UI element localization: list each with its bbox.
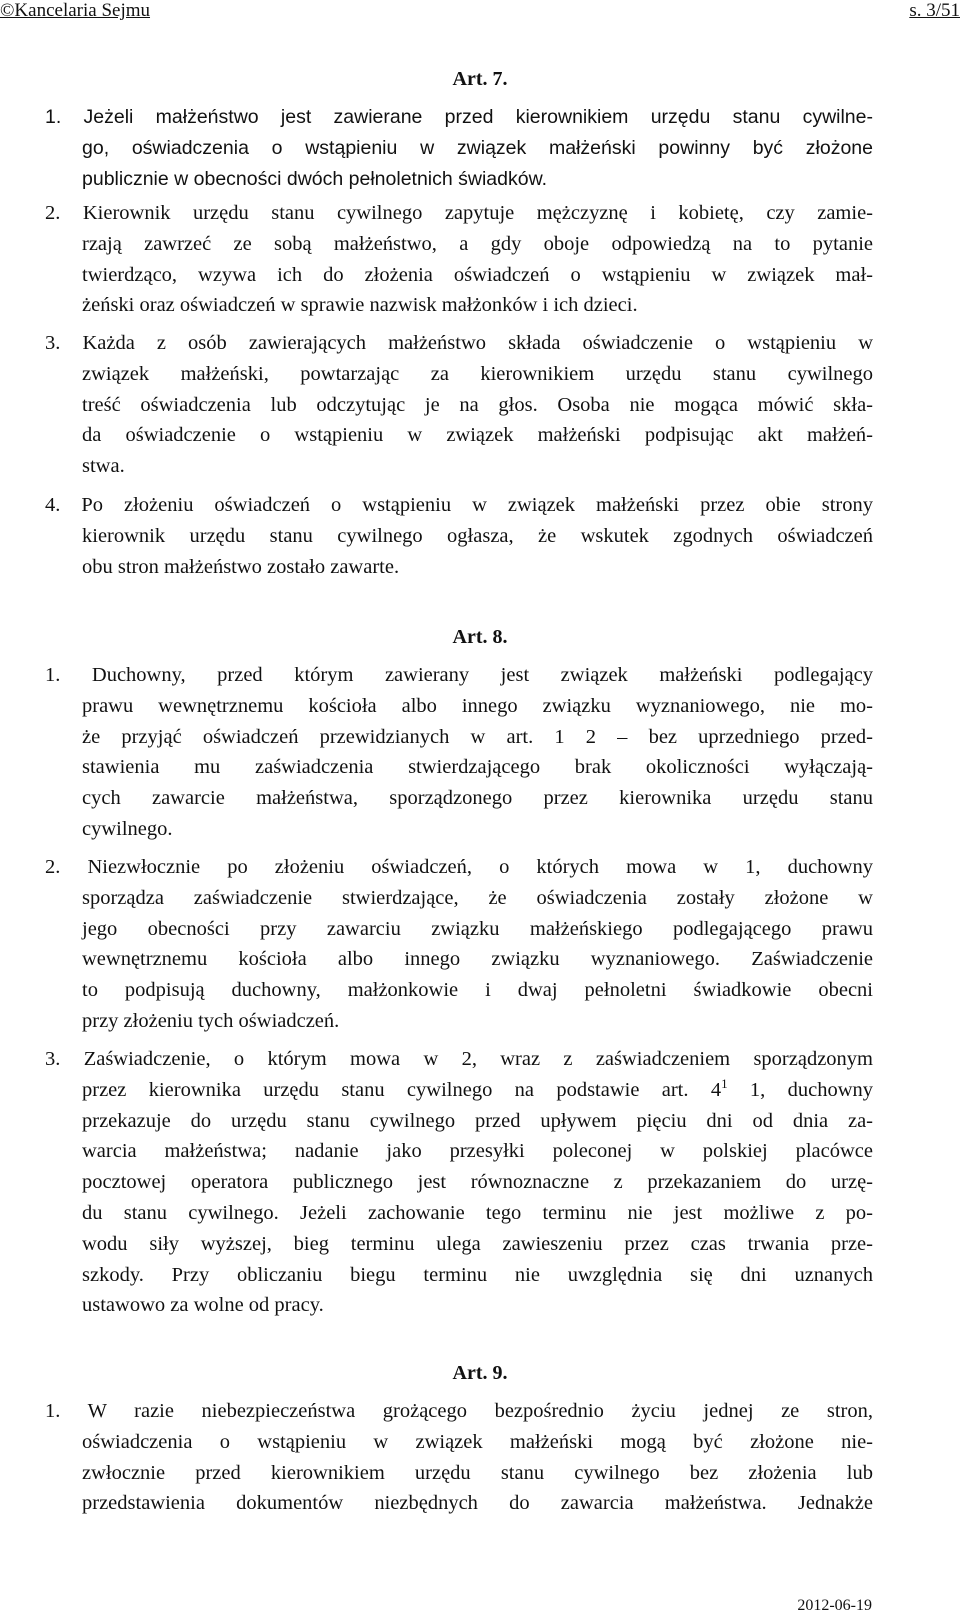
text-line: 3. Każda z osób zawierających małżeństwo składa oświadczenie o wstąpieniu w [45,332,873,354]
text-line: 1. W razie niebezpieczeństwa grożącego bezpośrednio życiu jednej ze stron, [45,1400,873,1422]
text-line: go, oświadczenia o wstąpieniu w związek małżeński powinny być złożone [82,136,873,159]
text-line: 2. Kierownik urzędu stanu cywilnego zapytuje mężczyznę i kobietę, czy zamie- [45,202,873,224]
text-line: ustawowo za wolne od pracy. [82,1294,324,1317]
text-line: wodu siły wyższej, bieg terminu ulega zawieszeniu przez czas trwania prze- [82,1232,873,1255]
text-line: publicznie w obecności dwóch pełnoletnich świadków. [82,167,548,190]
document-date: 2012-06-19 [797,1597,872,1614]
article-title-8: Art. 8. [452,626,508,648]
text-fragment: przez kierownika urzędu stanu cywilnego na podstawie art. 4 [82,1078,722,1101]
text-line: że przyjąć oświadczeń przewidzianych w art. 1 2 – bez uprzedniego przed- [82,725,873,748]
article-title-7: Art. 7. [452,68,508,90]
text-line: kierownik urzędu stanu cywilnego ogłasza, że wskutek zgodnych oświadczeń [82,524,873,547]
text-line: cywilnego. [82,817,173,840]
text-fragment: 1, duchowny [727,1078,874,1101]
art8-paragraph-3 [45,1044,873,1321]
text-line: 1. Duchowny, przed którym zawierany jest związek małżeński podlegający [45,664,873,686]
text-line: oświadczenia o wstąpieniu w związek małżeński mogą być złożone nie- [82,1430,873,1453]
text-line: 4. Po złożeniu oświadczeń o wstąpieniu w związek małżeński przez obie strony [45,494,873,516]
text-line [45,1075,873,1106]
text-line: szkody. Przy obliczaniu biegu terminu nie uwzględnia się dni uznanych [82,1263,873,1286]
text-line: prawu wewnętrznemu kościoła albo innego związku wyznaniowego, nie mo- [82,694,873,717]
text-line: związek małżeński, powtarzając za kierownikiem urzędu stanu cywilnego [82,362,873,385]
text-line: 1. Jeżeli małżeństwo jest zawierane przed kierownikiem urzędu stanu cywilne- [45,106,873,128]
art7-paragraph-1 [45,102,873,194]
page-header [0,0,960,22]
text-line: przekazuje do urzędu stanu cywilnego przed upływem pięciu dni od dnia za- [82,1109,873,1132]
text-line: pocztowej operatora publicznego jest równoznaczne z przekazaniem do urzę- [82,1171,873,1194]
text-line: warcia małżeństwa; nadanie jako przesyłki poleconej w polskiej placówce [82,1140,873,1163]
text-line: stawienia mu zaświadczenia stwierdzającego brak okoliczności wyłączają- [82,756,873,779]
text-line: rzają zawrzeć ze sobą małżeństwo, a gdy oboje odpowiedzą na to pytanie [82,232,873,255]
text-line: obu stron małżeństwo zostało zawarte. [82,555,400,578]
text-line: du stanu cywilnego. Jeżeli zachowanie tego terminu nie jest możliwe z po- [82,1201,873,1224]
text-line: da oświadczenie o wstąpieniu w związek małżeński podpisując akt małżeń- [82,424,873,447]
text-line: stwa. [82,455,125,478]
text-line: żeński oraz oświadczeń w sprawie nazwisk małżonków i ich dzieci. [82,294,638,317]
text-line: sporządza zaświadczenie stwierdzające, że oświadczenia zostały złożone w [82,886,873,909]
text-line: to podpisują duchowny, małżonkowie i dwaj pełnoletni świadkowie obecni [82,979,873,1002]
text-line: przedstawienia dokumentów niezbędnych do zawarcia małżeństwa. Jednakże [82,1492,873,1515]
text-line: jego obecności przy zawarciu związku małżeńskiego podlegającego prawu [82,917,873,940]
superscript: 1 [721,1075,728,1091]
text-line: twierdząco, wzywa ich do złożenia oświadczeń o wstąpieniu w związek mał- [82,263,873,286]
article-title-9: Art. 9. [452,1362,508,1384]
text-line: cych zawarcie małżeństwa, sporządzonego przez kierownika urzędu stanu [82,787,873,810]
text-line: przy złożeniu tych oświadczeń. [82,1009,340,1032]
text-line: wewnętrznemu kościoła albo innego związku wyznaniowego. Zaświadczenie [82,948,873,971]
text-line: zwłocznie przed kierownikiem urzędu stanu cywilnego bez złożenia lub [82,1461,873,1484]
art8-paragraph-1 [45,660,873,845]
copyright-label: ©Kancelaria Sejmu [0,0,151,21]
text-line: treść oświadczenia lub odczytując je na głos. Osoba nie mogąca mówić skła- [82,393,873,416]
page-number: s. 3/51 [909,0,960,21]
art7-paragraph-2 [45,198,873,321]
art7-paragraph-4 [45,490,873,582]
text-line: 3. Zaświadczenie, o którym mowa w 2, wraz z zaświadczeniem sporządzonym [45,1048,873,1070]
art7-paragraph-3 [45,328,873,482]
art9-paragraph-1 [45,1396,873,1519]
art8-paragraph-2 [45,852,873,1037]
text-line: 2. Niezwłocznie po złożeniu oświadczeń, o których mowa w 1, duchowny [45,856,873,878]
